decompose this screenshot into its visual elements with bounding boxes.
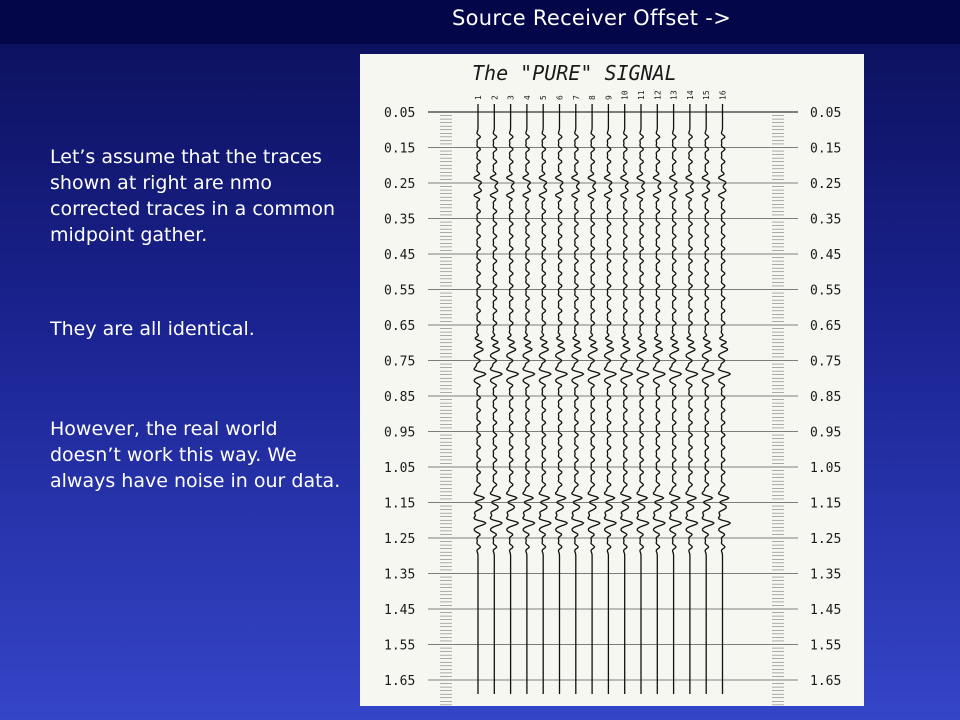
time-label-left: 1.55 (384, 638, 416, 654)
trace-number: 8 (588, 95, 598, 100)
trace-number: 16 (718, 90, 728, 100)
trace-number: 12 (653, 90, 663, 100)
title-bar (0, 0, 960, 44)
trace-number: 3 (506, 95, 516, 100)
paragraph-noise: However, the real world doesn’t work this way. We always have noise in our data. (50, 418, 341, 492)
time-label-right: 1.15 (810, 496, 842, 512)
seismic-trace (588, 104, 600, 694)
trace-number: 4 (522, 95, 532, 100)
time-label-left: 1.25 (384, 532, 416, 547)
time-label-left: 0.75 (384, 354, 416, 370)
trace-number: 6 (555, 95, 565, 100)
time-label-right: 1.05 (810, 461, 842, 476)
time-label-left: 0.65 (384, 319, 416, 334)
time-label-right: 1.65 (810, 674, 842, 689)
time-label-right: 0.75 (810, 354, 842, 370)
seismic-trace (507, 104, 519, 694)
trace-numbers (474, 90, 728, 100)
time-label-left: 1.05 (384, 461, 416, 476)
seismic-trace (653, 104, 665, 694)
time-label-right: 1.25 (810, 532, 842, 547)
seismic-trace (604, 104, 616, 694)
time-label-left: 0.45 (384, 248, 416, 263)
trace-number: 11 (637, 90, 646, 100)
trace-number: 2 (490, 95, 500, 100)
time-label-right: 0.95 (810, 425, 842, 441)
time-label-left: 0.35 (384, 212, 416, 228)
seismic-trace (523, 104, 535, 694)
time-label-left: 0.85 (384, 390, 416, 405)
trace-number: 5 (539, 95, 549, 100)
time-labels-left (384, 106, 415, 689)
time-label-right: 0.25 (810, 177, 842, 192)
time-label-left: 0.15 (384, 141, 416, 157)
time-label-left: 0.05 (384, 106, 416, 121)
time-label-right: 0.35 (810, 212, 842, 228)
seismic-trace (490, 104, 502, 694)
time-label-right: 0.15 (810, 141, 842, 157)
time-label-left: 0.55 (384, 283, 416, 299)
trace-number: 1 (474, 95, 483, 100)
time-label-left: 1.65 (384, 674, 416, 689)
time-label-right: 0.45 (810, 248, 842, 263)
time-label-left: 0.95 (384, 425, 416, 441)
seismogram-figure (360, 54, 864, 706)
time-label-left: 1.15 (384, 496, 416, 512)
time-label-right: 0.55 (810, 283, 842, 299)
time-label-right: 0.65 (810, 319, 842, 334)
trace-number: 7 (571, 95, 581, 100)
trace-number: 15 (702, 90, 712, 100)
seismic-trace (686, 104, 698, 694)
time-grid (428, 112, 798, 706)
seismic-trace (555, 104, 567, 694)
trace-number: 9 (604, 95, 614, 100)
traces (474, 104, 730, 694)
time-label-right: 0.85 (810, 390, 842, 405)
trace-number: 14 (685, 90, 695, 100)
time-label-right: 1.55 (810, 638, 842, 654)
slide-title: Source Receiver Offset -> (452, 6, 732, 30)
seismic-trace (572, 104, 584, 694)
seismic-trace (539, 104, 551, 694)
seismogram-plot (360, 54, 864, 706)
seismic-trace (670, 104, 682, 694)
trace-number: 13 (669, 90, 679, 100)
seismic-trace (474, 104, 486, 694)
time-labels-right (810, 106, 841, 689)
seismic-trace (718, 104, 730, 694)
paragraph-nmo-traces: Let’s assume that the traces shown at right are nmo corrected traces in a common midpoint gather. (50, 146, 336, 246)
time-label-right: 0.05 (810, 106, 842, 121)
time-label-right: 1.35 (810, 567, 842, 583)
seismic-trace (702, 104, 714, 694)
trace-number: 10 (620, 90, 630, 100)
time-label-left: 1.45 (384, 603, 416, 618)
time-label-left: 0.25 (384, 177, 416, 192)
time-label-right: 1.45 (810, 603, 842, 618)
time-label-left: 1.35 (384, 567, 416, 583)
figure-title: The "PURE" SIGNAL (472, 61, 677, 85)
seismic-trace (637, 104, 649, 694)
paragraph-identical: They are all identical. (50, 318, 255, 340)
seismic-trace (621, 104, 633, 694)
